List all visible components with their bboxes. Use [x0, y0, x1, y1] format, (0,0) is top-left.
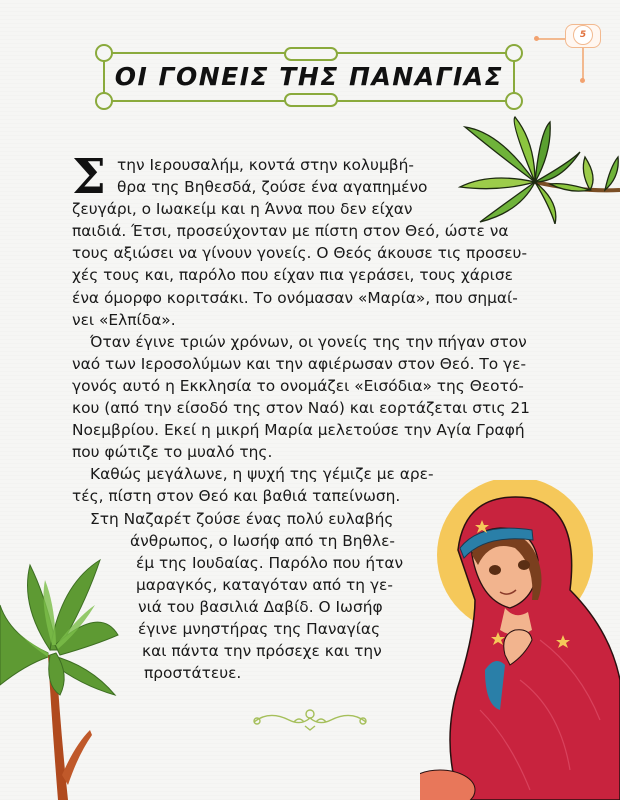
frame-swirl-icon: [284, 47, 338, 61]
text-line: έμ της Ιουδαίας. Παρόλο που ήταν: [136, 553, 404, 572]
text-line: ναό των Ιεροσολύμων και την αφιέρωσαν στον Θεό. Το γε-: [72, 354, 527, 373]
text-line: που φώτιζε το μυαλό της.: [72, 443, 273, 462]
text-line: ζευγάρι, ο Ιωακείμ και η Άννα που δεν είχαν: [72, 200, 413, 219]
text-line: χές τους και, παρόλο που είχαν πια γεράσει, τους χάρισε: [72, 266, 513, 285]
title-frame: [103, 52, 515, 102]
drop-cap: Σ: [72, 149, 106, 205]
text-line: Στη Ναζαρέτ ζούσε ένας πολύ ευλαβής: [90, 509, 394, 528]
text-line: παιδιά. Έτσι, προσεύχονταν με πίστη στον Θεό, ώστε να: [72, 222, 509, 241]
text-line: κου (από την είσοδό της στον Ναό) και εορτάζεται στις 21: [72, 399, 530, 418]
frame-curl-icon: [95, 92, 113, 110]
text-line: Νοεμβρίου. Εκεί η μικρή Μαρία μελετούσε την Αγία Γραφή: [72, 421, 525, 440]
frame-curl-icon: [505, 44, 523, 62]
text-line: προστάτευε.: [144, 664, 242, 683]
text-line: νει «Ελπίδα».: [72, 310, 176, 329]
virgin-mary-illustration: [420, 480, 620, 800]
page-title: ΟΙ ΓΟΝΕΙΣ ΤΗΣ ΠΑΝΑΓΙΑΣ: [114, 62, 504, 91]
text-line: τές, πίστη στον Θεό και βαθιά ταπείνωση.: [72, 487, 401, 506]
text-line: τους αξιώσει να γίνουν γονείς. Ο Θεός άκουσε τις προσευ-: [72, 244, 528, 263]
page-number-line-horizontal: [538, 38, 566, 40]
page-number-badge: [565, 24, 601, 48]
text-line: Όταν έγινε τριών χρόνων, οι γονείς της την πήγαν στον: [90, 332, 527, 351]
text-line: Καθώς μεγάλωνε, η ψυχή της γέμιζε με αρε-: [90, 465, 434, 484]
text-line: γονός αυτό η Εκκλησία το ονομάζει «Εισόδια» της Θεοτό-: [72, 376, 524, 395]
text-line: νιά του βασιλιά Δαβίδ. Ο Ιωσήφ: [138, 597, 383, 616]
text-line: έγινε μνηστήρας της Παναγίας: [138, 619, 381, 638]
page-number-line-vertical: [582, 48, 584, 80]
footer-flourish-icon: [249, 708, 371, 732]
text-line: άνθρωπος, ο Ιωσήφ από τη Βηθλε-: [130, 531, 395, 550]
text-line: μαραγκός, καταγόταν από τη γε-: [136, 575, 393, 594]
text-line: την Ιερουσαλήμ, κοντά στην κολυμβή-: [117, 156, 414, 174]
frame-curl-icon: [95, 44, 113, 62]
frame-swirl-icon: [284, 93, 338, 107]
text-line: ένα όμορφο κοριτσάκι. Το ονόμασαν «Μαρία», που σημαί-: [72, 288, 518, 307]
text-line: και πάντα την πρόσεχε και την: [142, 642, 382, 661]
text-line: θρα της Βηθεσδά, ζούσε ένα αγαπημένο: [117, 178, 428, 197]
palm-tree-illustration: [0, 545, 130, 800]
frame-curl-icon: [505, 92, 523, 110]
page-number: 5: [573, 25, 593, 45]
